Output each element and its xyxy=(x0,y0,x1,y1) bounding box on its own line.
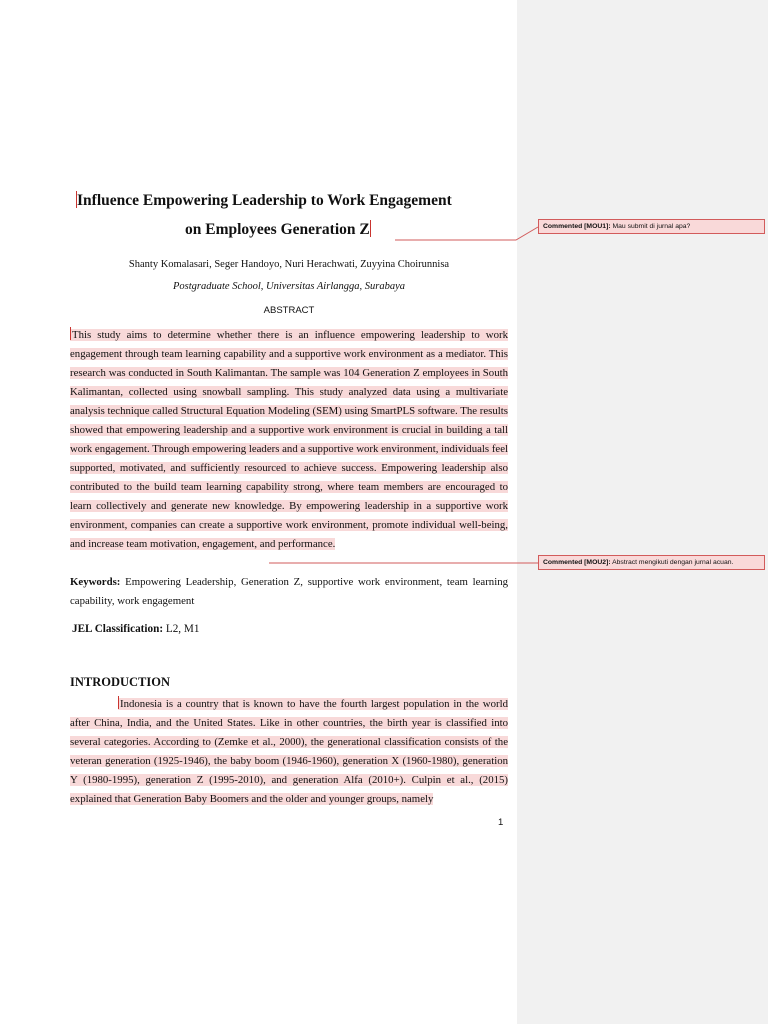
page-number: 1 xyxy=(498,817,504,828)
comment-2-text: Abstract mengikuti dengan jurnal acuan. xyxy=(610,559,734,566)
comment-anchor-end-marker xyxy=(370,220,371,237)
abstract-paragraph xyxy=(70,326,508,554)
comment-2-label: Commented [MOU2]: xyxy=(543,559,611,566)
introduction-paragraph xyxy=(70,695,508,809)
keywords-label: Keywords: xyxy=(70,576,121,588)
comment-1-label: Commented [MOU1]: xyxy=(543,223,611,230)
keywords-paragraph xyxy=(70,573,508,611)
introduction-heading: INTRODUCTION xyxy=(70,675,171,689)
introduction-text: Indonesia is a country that is known to have the fourth largest population in the world after China, India, and the United States. Like in other countries, the birth year is classified into several categories. According to (Zemke et al., 2000), the generational classification consists of the veteran generation (1925-1946), the baby boom (1946-1960), generation X (1960-1980), generation Y (1980-1995), generation Z (1995-2010), and generation Alfa (2010+). Culpin et al., (2015) explained that Generation Baby Boomers and the older and younger groups, namely xyxy=(70,698,508,805)
authors: Shanty Komalasari, Seger Handoyo, Nuri Herachwati, Zuyyina Choirunnisa xyxy=(128,259,450,270)
comment-1-text: Mau submit di jurnal apa? xyxy=(610,223,691,230)
title-line-2 xyxy=(185,220,371,239)
abstract-text: This study aims to determine whether there is an influence empowering leadership to work engagement through team learning capability and a supportive work environment as a mediator. This research was conducted in South Kalimantan. The sample was 104 Generation Z employees in South Kalimantan, collected using snowball sampling. This study analyzed data using a multivariate analysis technique called Structural Equation Modeling (SEM) using SmartPLS software. The results showed that empowering leadership and a supportive work environment is crucial in building a tall work engagement. Through empowering leaders and a supportive work environment, individuals feel supported, motivated, and sufficiently resourced to achieve success. Empowering leadership also contributed to the build team learning capability strong, where team members are encouraged to learn collectively and generate new knowledge. By empowering leadership in a supportive work environment, companies can create a supportive work environment, promote individual well-being, and increase team motivation, engagement, and performance. xyxy=(70,329,508,550)
comment-balloon-2[interactable] xyxy=(538,555,765,570)
affiliation: Postgraduate School, Universitas Airlangga, Surabaya xyxy=(173,281,405,292)
jel-label: JEL Classification: xyxy=(72,623,164,635)
comment-balloon-1[interactable] xyxy=(538,219,765,234)
comment-pane xyxy=(517,0,768,1024)
title-line-2-text: on Employees Generation Z xyxy=(185,221,370,238)
abstract-heading: ABSTRACT xyxy=(263,305,315,316)
keywords-text: Empowering Leadership, Generation Z, supportive work environment, team learning capability, work engagement xyxy=(70,576,508,607)
jel-text: L2, M1 xyxy=(163,623,200,635)
title-line-1 xyxy=(76,191,452,210)
title-line-1-text: Influence Empowering Leadership to Work Engagement xyxy=(77,192,452,209)
jel-classification xyxy=(72,623,199,635)
